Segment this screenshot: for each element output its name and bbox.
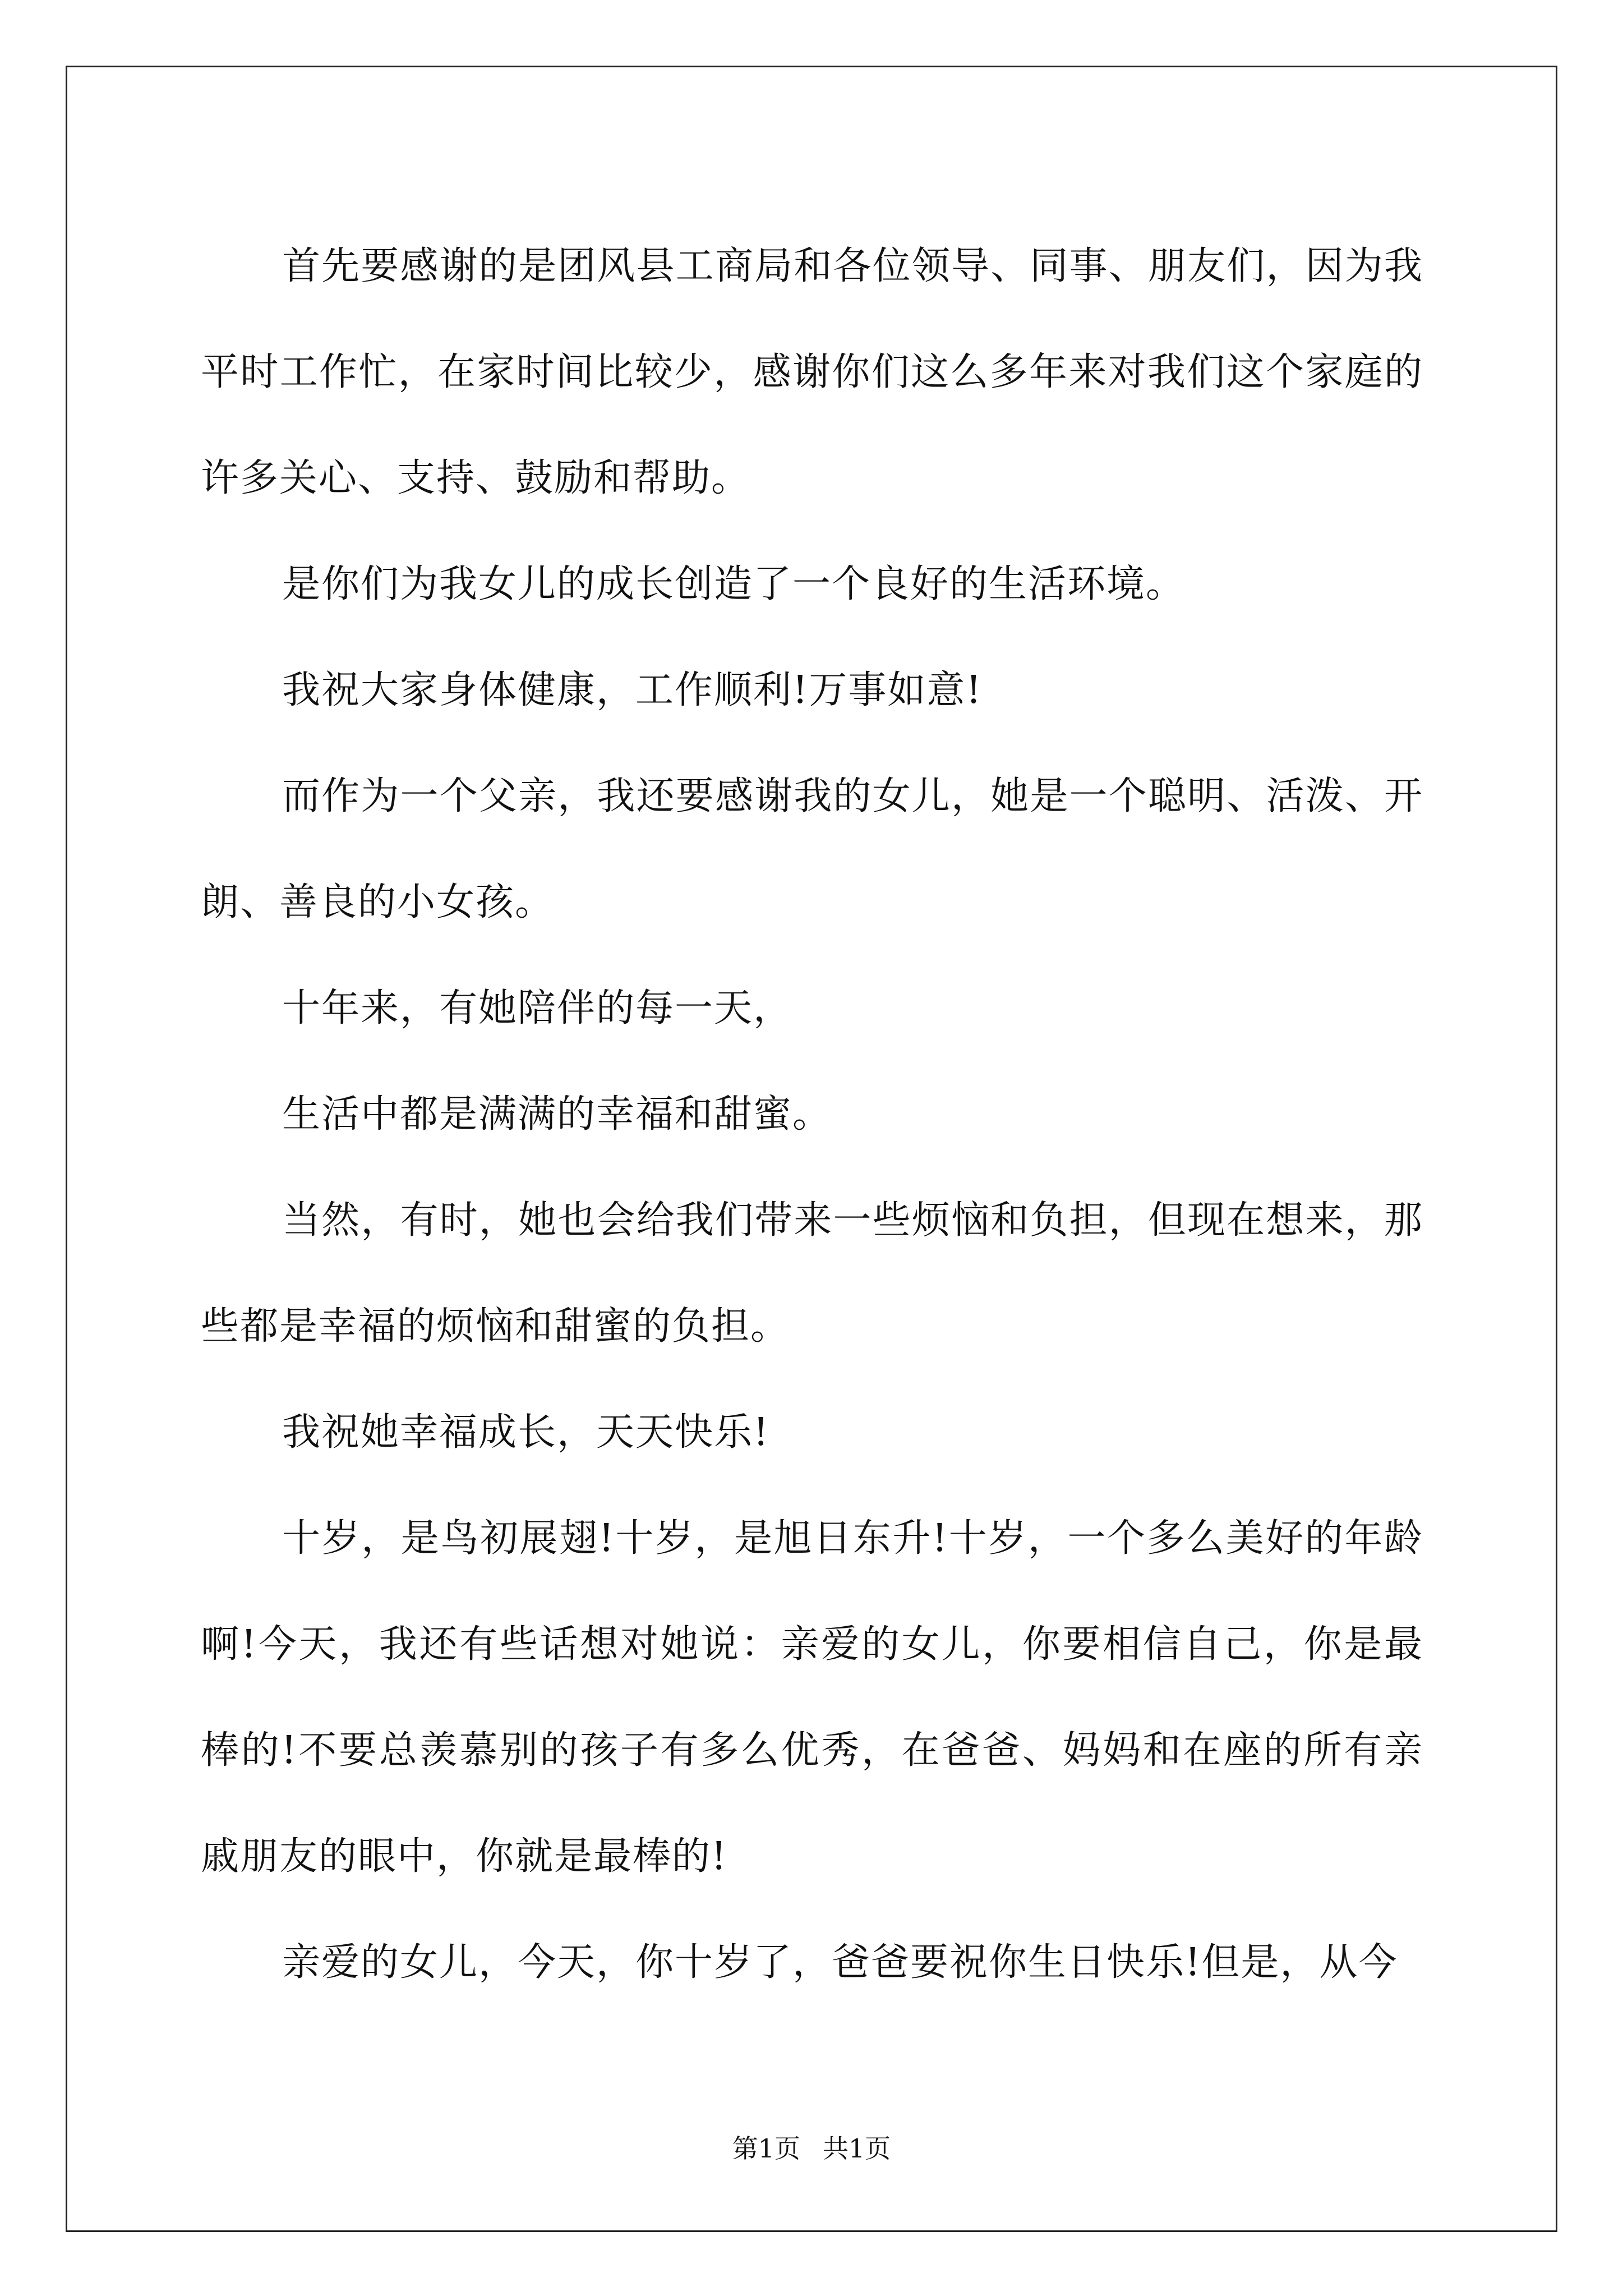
paragraph-6: 生活中都是满满的幸福和甜蜜。 — [282, 1092, 832, 1137]
paragraph-2: 是你们为我女儿的成长创造了一个良好的生活环境。 — [282, 562, 1186, 606]
paragraph-8: 我祝她幸福成长，天天快乐! — [282, 1410, 770, 1455]
page-total: 共1页 — [823, 2133, 891, 2164]
paragraph-3: 我祝大家身体健康，工作顺利!万事如意! — [282, 668, 983, 712]
paragraph-9: 十岁，是鸟初展翅!十岁，是旭日东升!十岁，一个多么美好的年龄啊!今天，我还有些话想对她说：亲爱的女儿，你要相信自己，你是最棒的!不要总羡慕别的孩子有多么优秀，在爸爸、妈妈和在座的所有亲戚朋友的眼中，你就是最棒的! — [201, 1516, 1423, 1879]
document-body — [201, 213, 1423, 2016]
page-footer — [0, 2132, 1623, 2165]
paragraph-5: 十年来，有她陪伴的每一天， — [282, 986, 793, 1030]
paragraph-4: 而作为一个父亲，我还要感谢我的女儿，她是一个聪明、活泼、开朗、善良的小女孩。 — [201, 774, 1423, 924]
paragraph-7: 当然，有时，她也会给我们带来一些烦恼和负担，但现在想来，那些都是幸福的烦恼和甜蜜的负担。 — [201, 1198, 1423, 1349]
paragraph-10: 亲爱的女儿，今天，你十岁了，爸爸要祝你生日快乐!但是，从今 — [282, 1940, 1398, 1985]
page-number: 第1页 — [732, 2133, 800, 2164]
paragraph-1: 首先要感谢的是团风县工商局和各位领导、同事、朋友们，因为我平时工作忙，在家时间比较少，感谢你们这么多年来对我们这个家庭的许多关心、支持、鼓励和帮助。 — [201, 244, 1423, 500]
